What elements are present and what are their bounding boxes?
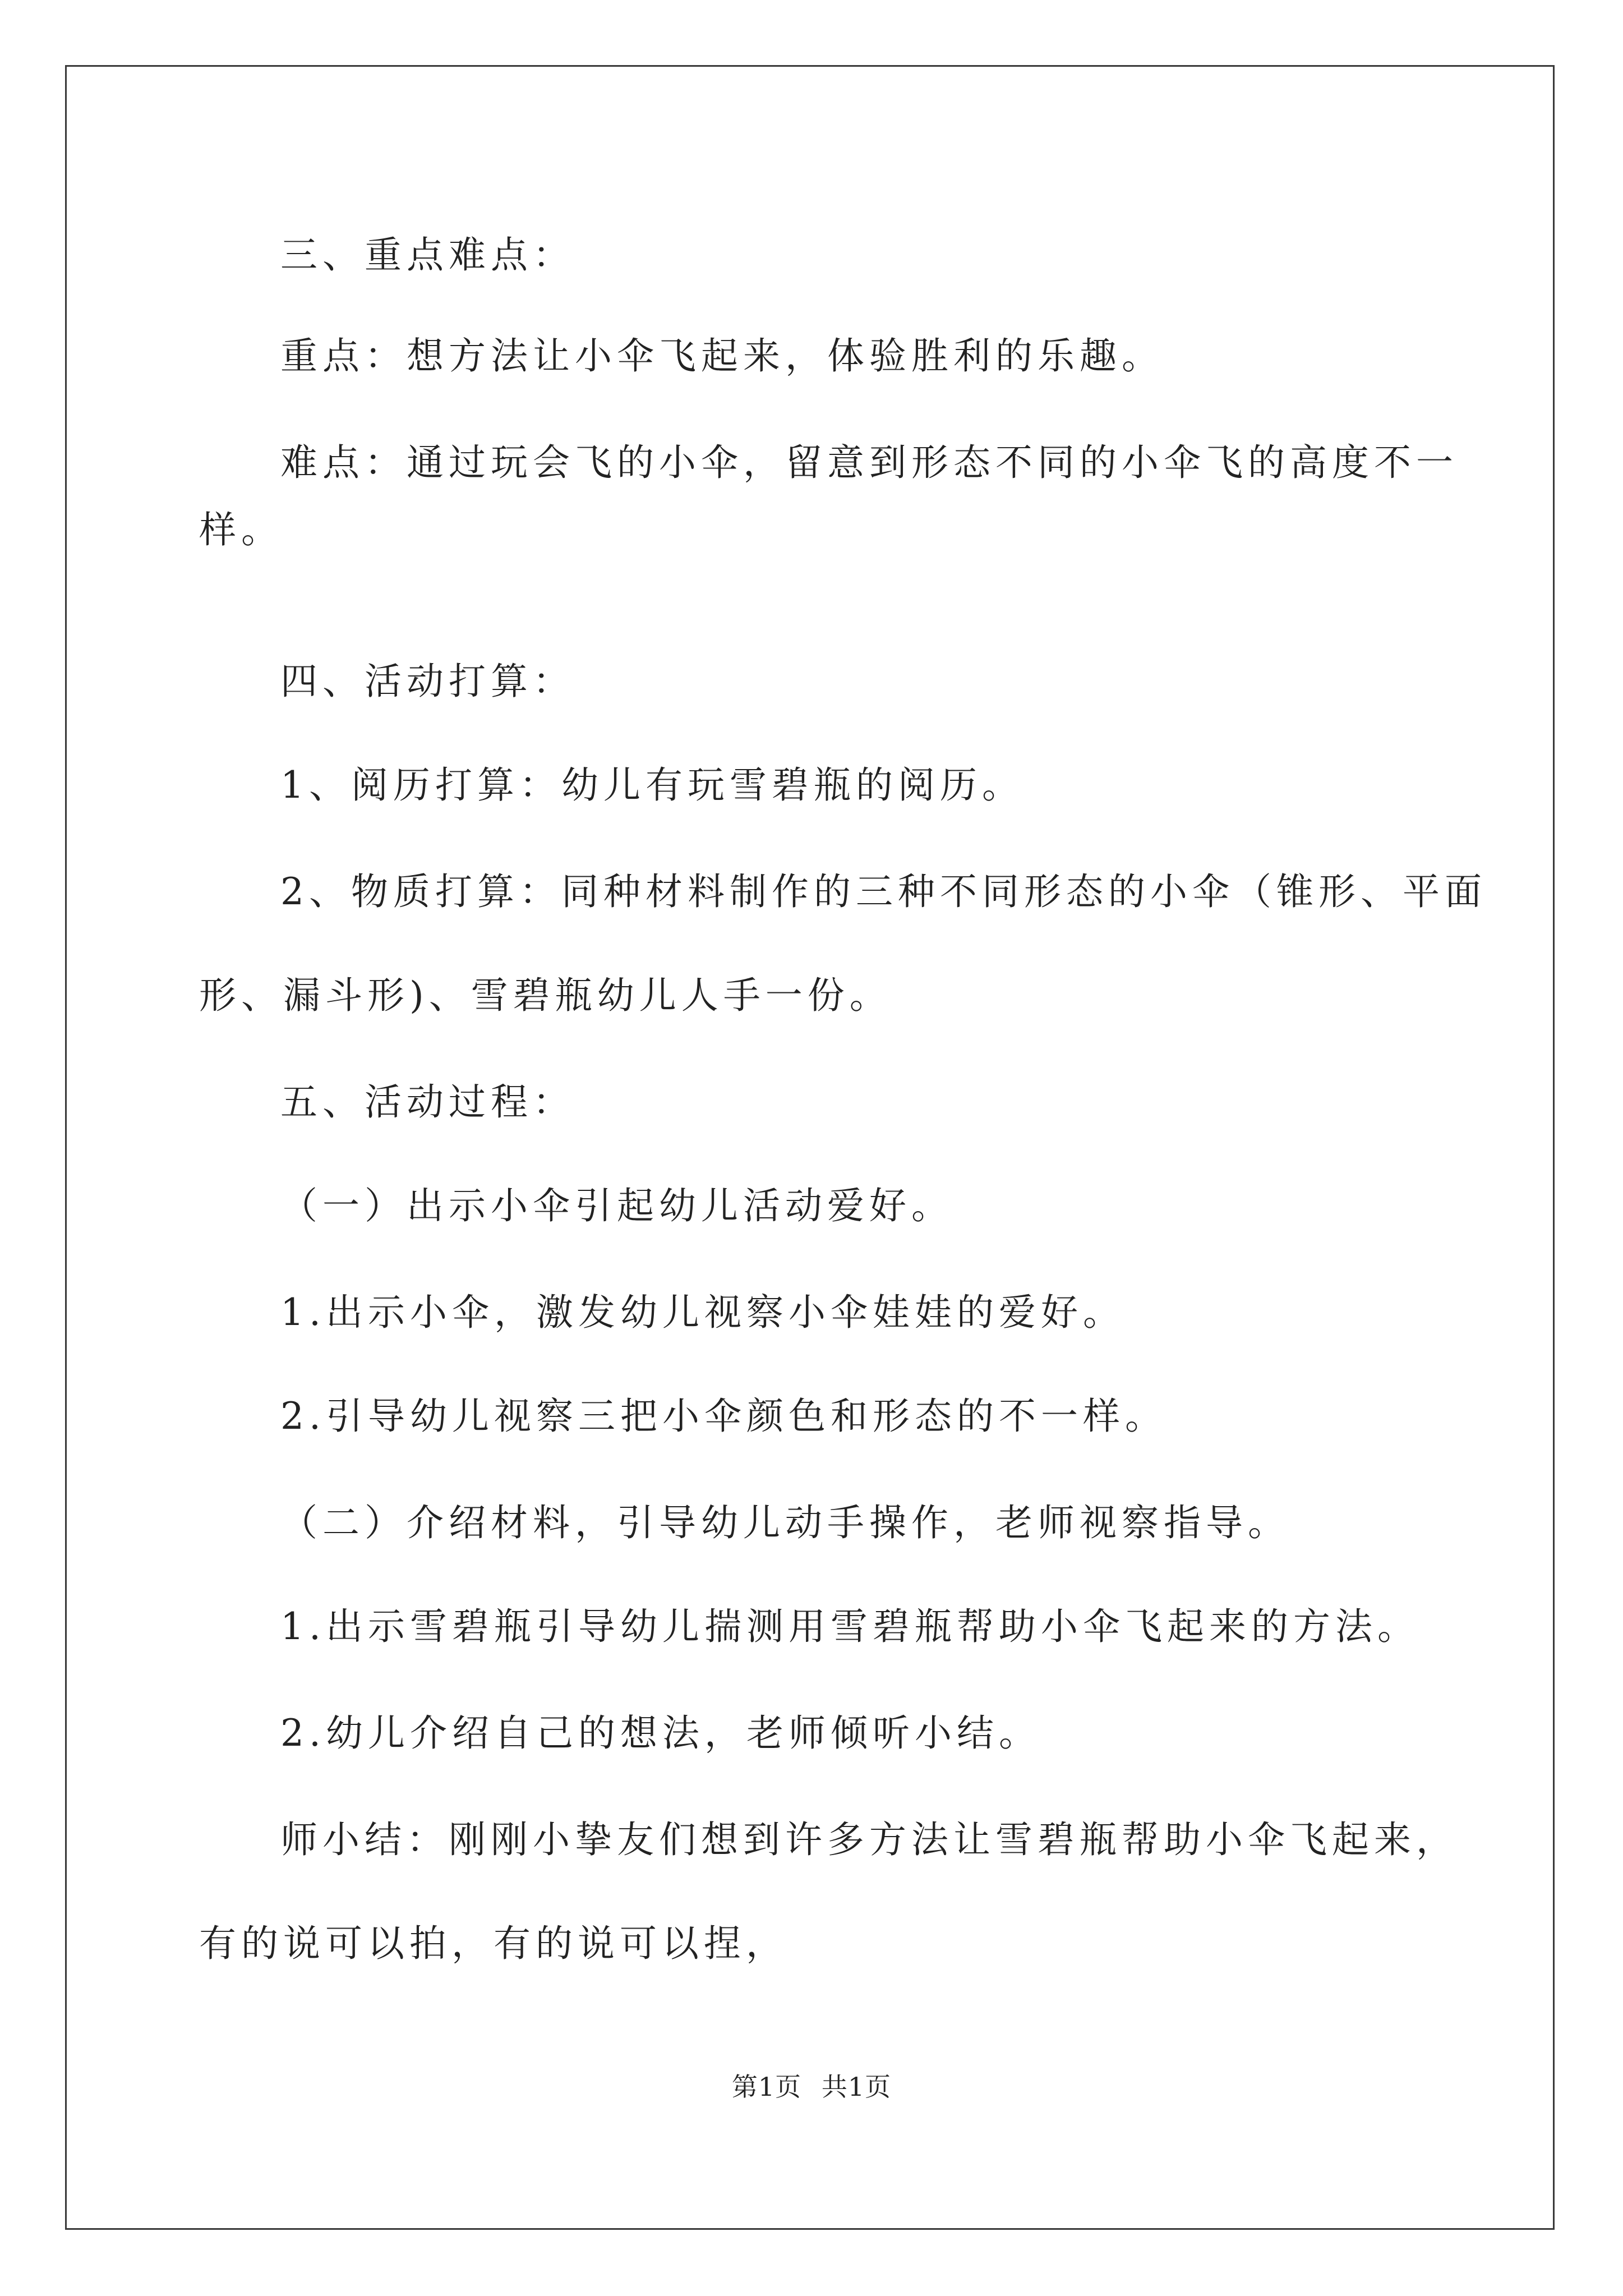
paragraph-experience-prep: 1、阅历打算：幼儿有玩雪碧瓶的阅历。 — [280, 763, 1024, 807]
page-footer — [0, 2070, 1623, 2104]
subheading-step-one: （一）出示小伞引起幼儿活动爱好。 — [280, 1184, 953, 1227]
heading-key-points: 三、重点难点： — [280, 233, 575, 277]
paragraph-material-cont: 形、漏斗形)、雪碧瓶幼儿人手一份。 — [199, 974, 892, 1017]
heading-preparation: 四、活动打算： — [280, 660, 575, 703]
paragraph-summary-cont: 有的说可以拍，有的说可以捏， — [199, 1922, 788, 1965]
paragraph-material-prep: 2、物质打算：同种材料制作的三种不同形态的小伞（锥形、平面 — [280, 870, 1487, 913]
paragraph-summary: 师小结：刚刚小挚友们想到许多方法让雪碧瓶帮助小伞飞起来， — [280, 1818, 1458, 1861]
page-total: 共1页 — [821, 2072, 892, 2102]
subheading-step-two: （二）介绍材料，引导幼儿动手操作，老师视察指导。 — [280, 1501, 1290, 1544]
list-item: 2.幼儿介绍自己的想法，老师倾听小结。 — [280, 1711, 1041, 1755]
paragraph-difficulty: 难点：通过玩会飞的小伞，留意到形态不同的小伞飞的高度不一 — [280, 441, 1458, 484]
heading-process: 五、活动过程： — [280, 1080, 575, 1124]
paragraph-focus: 重点：想方法让小伞飞起来，体验胜利的乐趣。 — [280, 334, 1164, 378]
page-border — [65, 65, 1555, 2230]
paragraph-difficulty-cont: 样。 — [199, 508, 283, 551]
list-item: 1.出示雪碧瓶引导幼儿揣测用雪碧瓶帮助小伞飞起来的方法。 — [280, 1605, 1419, 1648]
list-item: 2.引导幼儿视察三把小伞颜色和形态的不一样。 — [280, 1395, 1167, 1438]
page-number: 第1页 — [731, 2072, 802, 2102]
list-item: 1.出示小伞，激发幼儿视察小伞娃娃的爱好。 — [280, 1291, 1125, 1334]
